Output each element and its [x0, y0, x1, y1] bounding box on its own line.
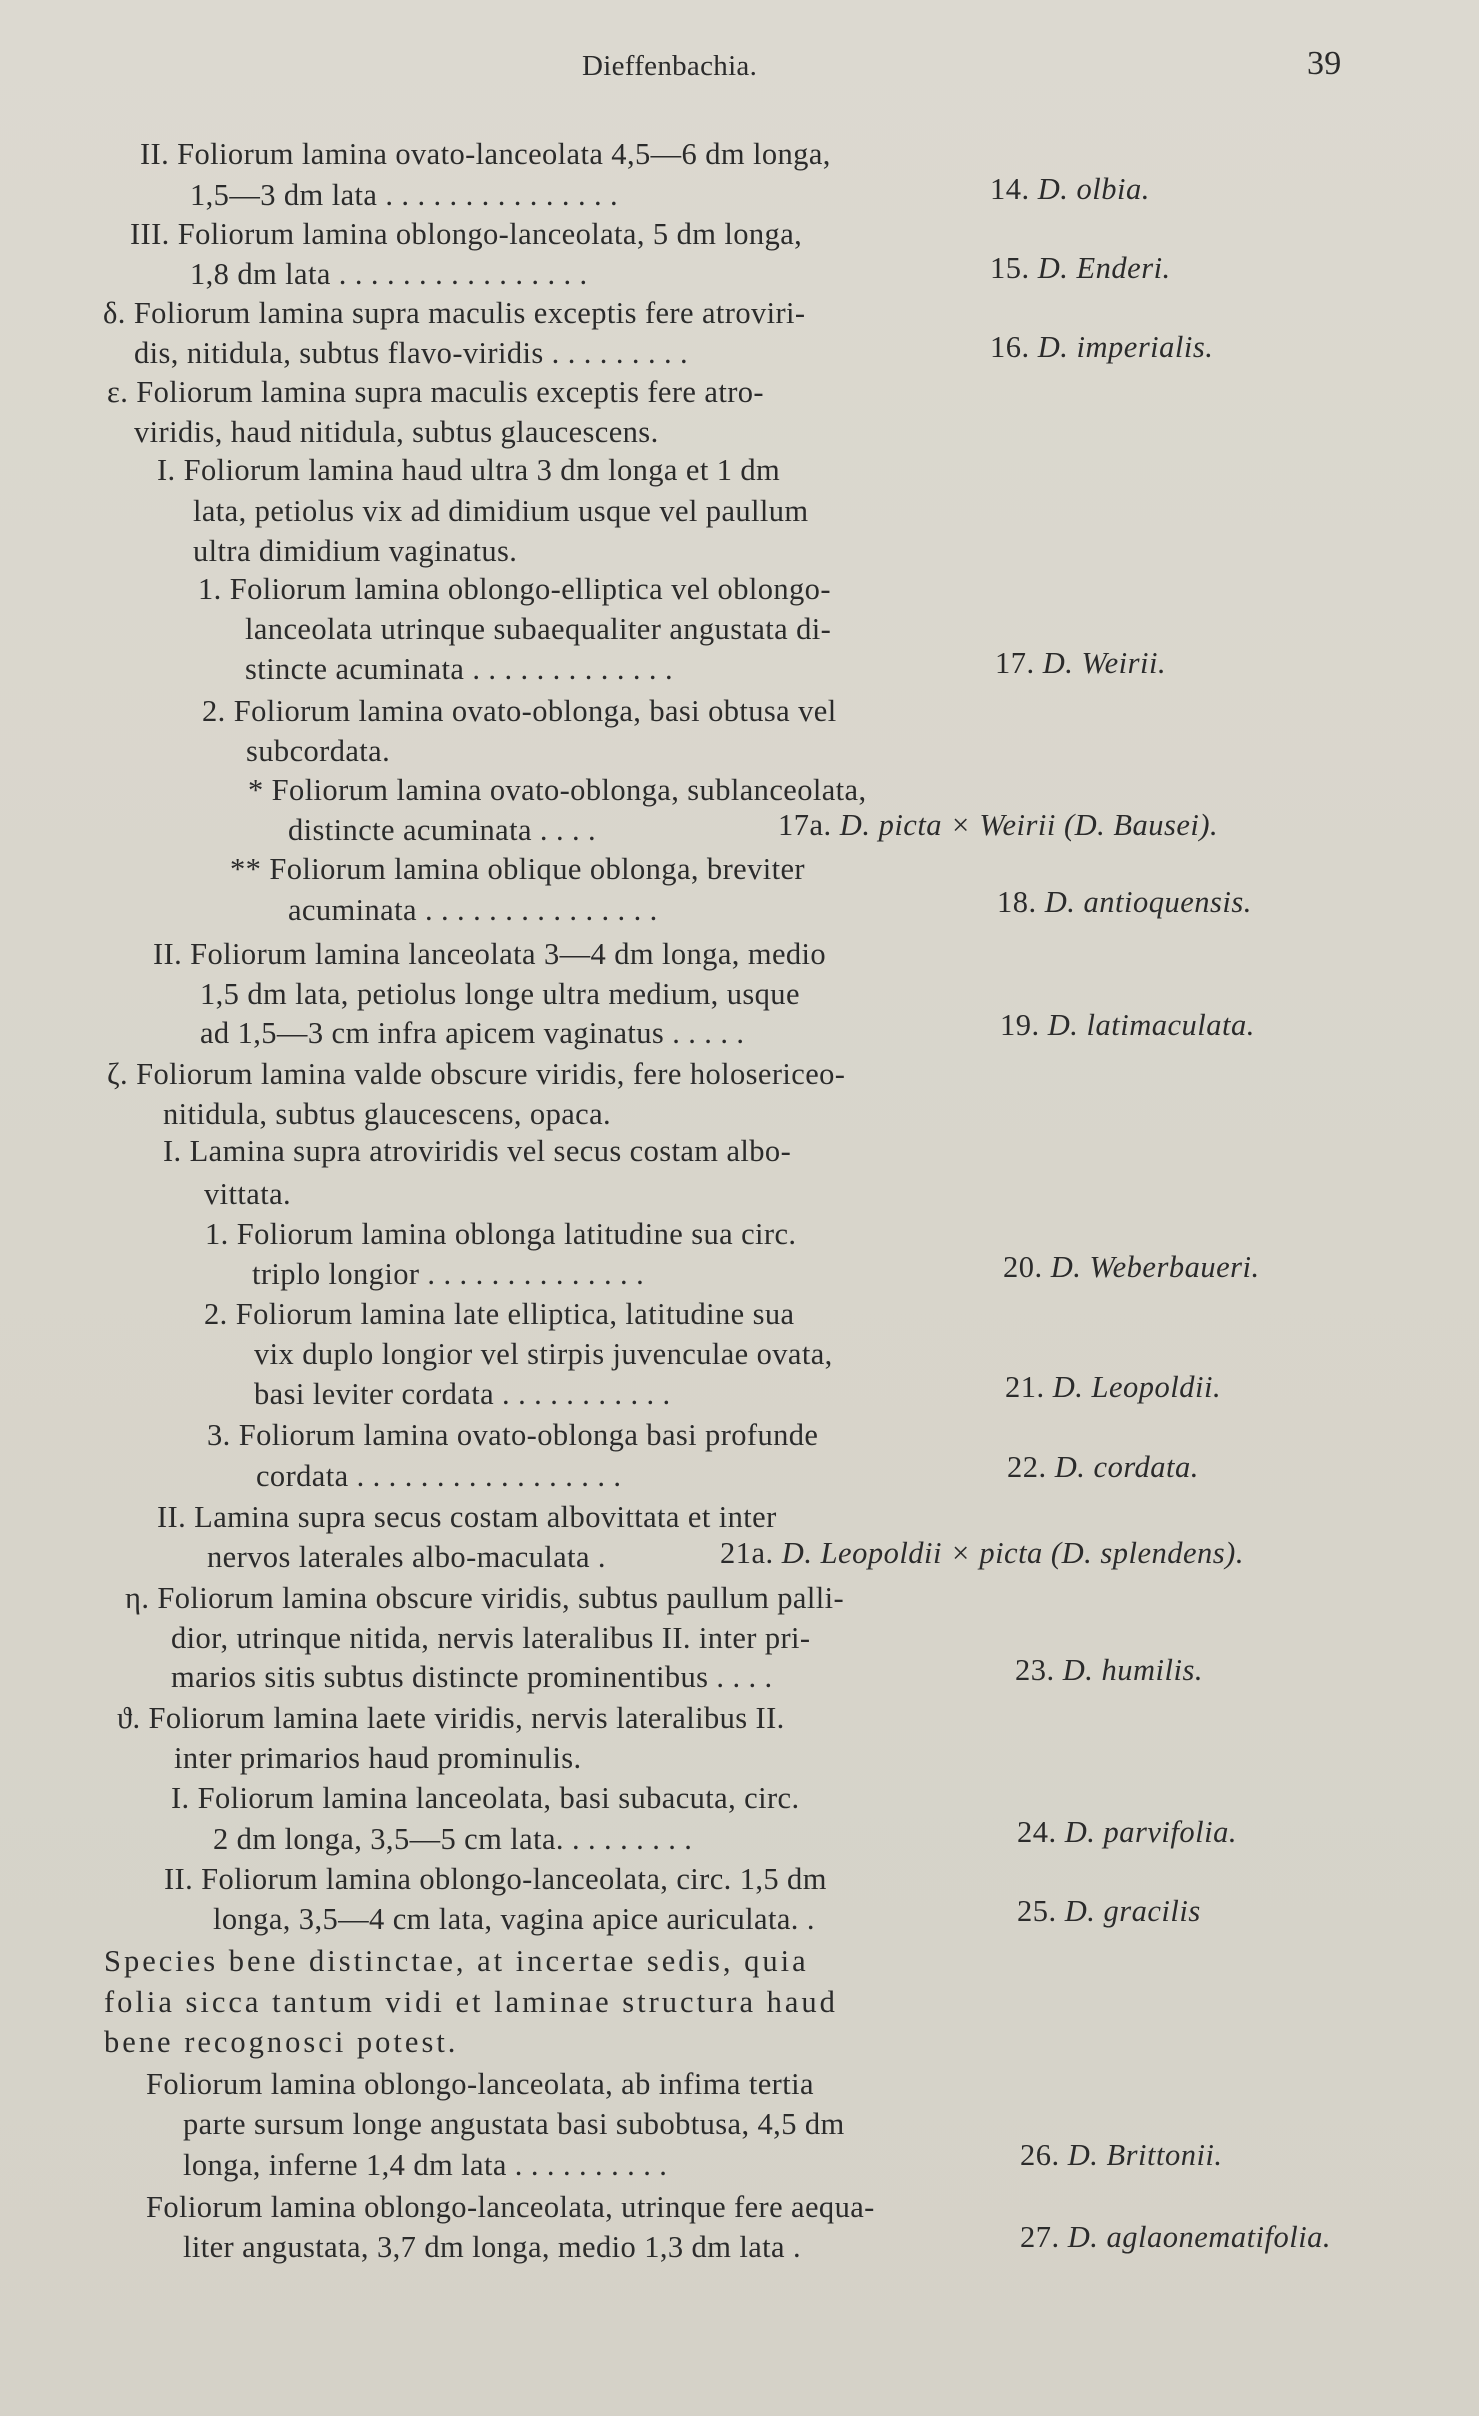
key-line: parte sursum longe angustata basi subobtusa, 4,5 dm — [183, 2107, 845, 2141]
key-line: vittata. — [204, 1177, 292, 1211]
species-number: 26. — [1020, 2138, 1060, 2172]
species-name: D. parvifolia. — [1064, 1815, 1237, 1849]
species-number: 23. — [1015, 1653, 1055, 1687]
species-entry — [997, 885, 1252, 920]
species-number: 24. — [1017, 1815, 1057, 1849]
species-entry — [1005, 1370, 1221, 1405]
key-line: inter primarios haud prominulis. — [174, 1741, 582, 1775]
species-number: 15. — [990, 251, 1030, 285]
species-name: D. picta × Weirii (D. Bausei). — [839, 808, 1219, 842]
species-number: 27. — [1020, 2220, 1060, 2254]
species-name: D. cordata. — [1054, 1450, 1199, 1484]
species-entry — [1017, 1894, 1201, 1929]
key-line: basi leviter cordata . . . . . . . . . . . — [254, 1377, 671, 1411]
running-header-title: Dieffenbachia. — [582, 50, 758, 82]
key-line: stincte acuminata . . . . . . . . . . . . . — [245, 652, 674, 686]
species-name: D. imperialis. — [1037, 330, 1214, 364]
key-line: vix duplo longior vel stirpis juvenculae ovata, — [254, 1337, 833, 1371]
key-line: nervos laterales albo-maculata . — [207, 1540, 606, 1574]
key-line: lata, petiolus vix ad dimidium usque vel paullum — [193, 494, 809, 528]
key-line: distincte acuminata . . . . — [288, 813, 597, 847]
key-line: 1,5—3 dm lata . . . . . . . . . . . . . . . — [190, 178, 619, 212]
species-number: 21. — [1005, 1370, 1045, 1404]
key-line: II. Lamina supra secus costam albovittata et inter — [157, 1500, 777, 1534]
species-entry — [1015, 1653, 1203, 1688]
species-entry — [1007, 1450, 1199, 1485]
species-number: 20. — [1003, 1250, 1043, 1284]
species-name: D. Leopoldii × picta (D. splendens). — [781, 1536, 1244, 1570]
species-number: 18. — [997, 885, 1037, 919]
key-line: dis, nitidula, subtus flavo-viridis . . . . . . . . . — [134, 336, 689, 370]
species-number: 19. — [1000, 1008, 1040, 1042]
key-line: 2 dm longa, 3,5—5 cm lata. . . . . . . . . — [213, 1822, 693, 1856]
key-line: II. Foliorum lamina lanceolata 3—4 dm longa, medio — [153, 937, 827, 971]
species-number: 22. — [1007, 1450, 1047, 1484]
key-line: subcordata. — [246, 734, 391, 768]
key-line: bene recognosci potest. — [104, 2025, 459, 2059]
species-name: D. aglaonematifolia. — [1067, 2220, 1332, 2254]
species-number: 17a. — [778, 808, 832, 842]
key-line: II. Foliorum lamina oblongo-lanceolata, circ. 1,5 dm — [164, 1862, 827, 1896]
key-line: triplo longior . . . . . . . . . . . . . . — [252, 1257, 645, 1291]
key-line: ε. Foliorum lamina supra maculis exceptis fere atro- — [107, 375, 764, 409]
species-entry — [720, 1536, 1244, 1571]
species-name: D. Leopoldii. — [1052, 1370, 1222, 1404]
key-line: cordata . . . . . . . . . . . . . . . . . — [256, 1459, 622, 1493]
key-line: nitidula, subtus glaucescens, opaca. — [163, 1097, 612, 1131]
species-name: D. latimaculata. — [1047, 1008, 1255, 1042]
species-entry — [1017, 1815, 1237, 1850]
key-line: I. Lamina supra atroviridis vel secus costam albo- — [163, 1134, 792, 1168]
species-entry — [990, 330, 1213, 365]
key-line: I. Foliorum lamina haud ultra 3 dm longa et 1 dm — [157, 453, 781, 487]
key-line: 1,8 dm lata . . . . . . . . . . . . . . . . — [190, 257, 588, 291]
species-number: 17. — [995, 646, 1035, 680]
key-line: 2. Foliorum lamina late elliptica, latitudine sua — [204, 1297, 795, 1331]
key-line: ϑ. Foliorum lamina laete viridis, nervis lateralibus II. — [117, 1701, 785, 1735]
species-entry — [995, 646, 1166, 681]
page-number: 39 — [1307, 45, 1342, 82]
key-line: 1. Foliorum lamina oblongo-elliptica vel oblongo- — [198, 572, 831, 606]
key-line: δ. Foliorum lamina supra maculis exceptis fere atroviri- — [103, 296, 806, 330]
key-line: ultra dimidium vaginatus. — [193, 534, 518, 568]
species-name: D. humilis. — [1062, 1653, 1203, 1687]
species-number: 14. — [990, 172, 1030, 206]
key-line: 1,5 dm lata, petiolus longe ultra medium, usque — [200, 977, 800, 1011]
species-entry — [1003, 1250, 1260, 1285]
species-name: D. gracilis — [1064, 1894, 1201, 1928]
key-line: longa, inferne 1,4 dm lata . . . . . . . . . . — [183, 2148, 668, 2182]
key-line: ** Foliorum lamina oblique oblonga, breviter — [230, 852, 805, 886]
key-line: Species bene distinctae, at incertae sedis, quia — [104, 1944, 809, 1978]
key-line: liter angustata, 3,7 dm longa, medio 1,3 dm lata . — [183, 2230, 802, 2264]
species-name: D. Enderi. — [1037, 251, 1171, 285]
species-name: D. Weirii. — [1042, 646, 1167, 680]
key-line: I. Foliorum lamina lanceolata, basi subacuta, circ. — [171, 1781, 800, 1815]
key-line: Foliorum lamina oblongo-lanceolata, utrinque fere aequa- — [146, 2190, 875, 2224]
species-name: D. Brittonii. — [1067, 2138, 1223, 2172]
species-number: 16. — [990, 330, 1030, 364]
species-number: 25. — [1017, 1894, 1057, 1928]
species-name: D. antioquensis. — [1044, 885, 1252, 919]
key-line: 1. Foliorum lamina oblonga latitudine sua circ. — [205, 1217, 797, 1251]
key-line: viridis, haud nitidula, subtus glaucescens. — [134, 415, 659, 449]
key-line: 3. Foliorum lamina ovato-oblonga basi profunde — [207, 1418, 819, 1452]
key-line: 2. Foliorum lamina ovato-oblonga, basi obtusa vel — [202, 694, 837, 728]
species-entry — [1000, 1008, 1255, 1043]
species-name: D. olbia. — [1037, 172, 1150, 206]
key-line: * Foliorum lamina ovato-oblonga, sublanceolata, — [248, 773, 867, 807]
species-entry — [990, 251, 1171, 286]
key-line: η. Foliorum lamina obscure viridis, subtus paullum palli- — [125, 1581, 844, 1615]
key-line: dior, utrinque nitida, nervis lateralibus II. inter pri- — [171, 1621, 811, 1655]
species-number: 21a. — [720, 1536, 774, 1570]
key-line: III. Foliorum lamina oblongo-lanceolata, 5 dm longa, — [130, 217, 803, 251]
key-line: ζ. Foliorum lamina valde obscure viridis, fere holosericeo- — [107, 1057, 846, 1091]
species-entry — [1020, 2138, 1223, 2173]
species-entry — [1020, 2220, 1331, 2255]
key-line: acuminata . . . . . . . . . . . . . . . — [288, 893, 658, 927]
key-line: marios sitis subtus distincte prominentibus . . . . — [171, 1660, 773, 1694]
key-line: ad 1,5—3 cm infra apicem vaginatus . . . . . — [200, 1016, 745, 1050]
species-entry — [990, 172, 1150, 207]
key-line: Foliorum lamina oblongo-lanceolata, ab infima tertia — [146, 2067, 814, 2101]
species-entry — [778, 808, 1218, 843]
species-name: D. Weberbaueri. — [1050, 1250, 1260, 1284]
key-line: folia sicca tantum vidi et laminae structura haud — [104, 1985, 838, 2019]
key-line: II. Foliorum lamina ovato-lanceolata 4,5—6 dm longa, — [140, 137, 831, 171]
key-line: longa, 3,5—4 cm lata, vagina apice auriculata. . — [213, 1902, 815, 1936]
key-line: lanceolata utrinque subaequaliter angustata di- — [245, 612, 832, 646]
